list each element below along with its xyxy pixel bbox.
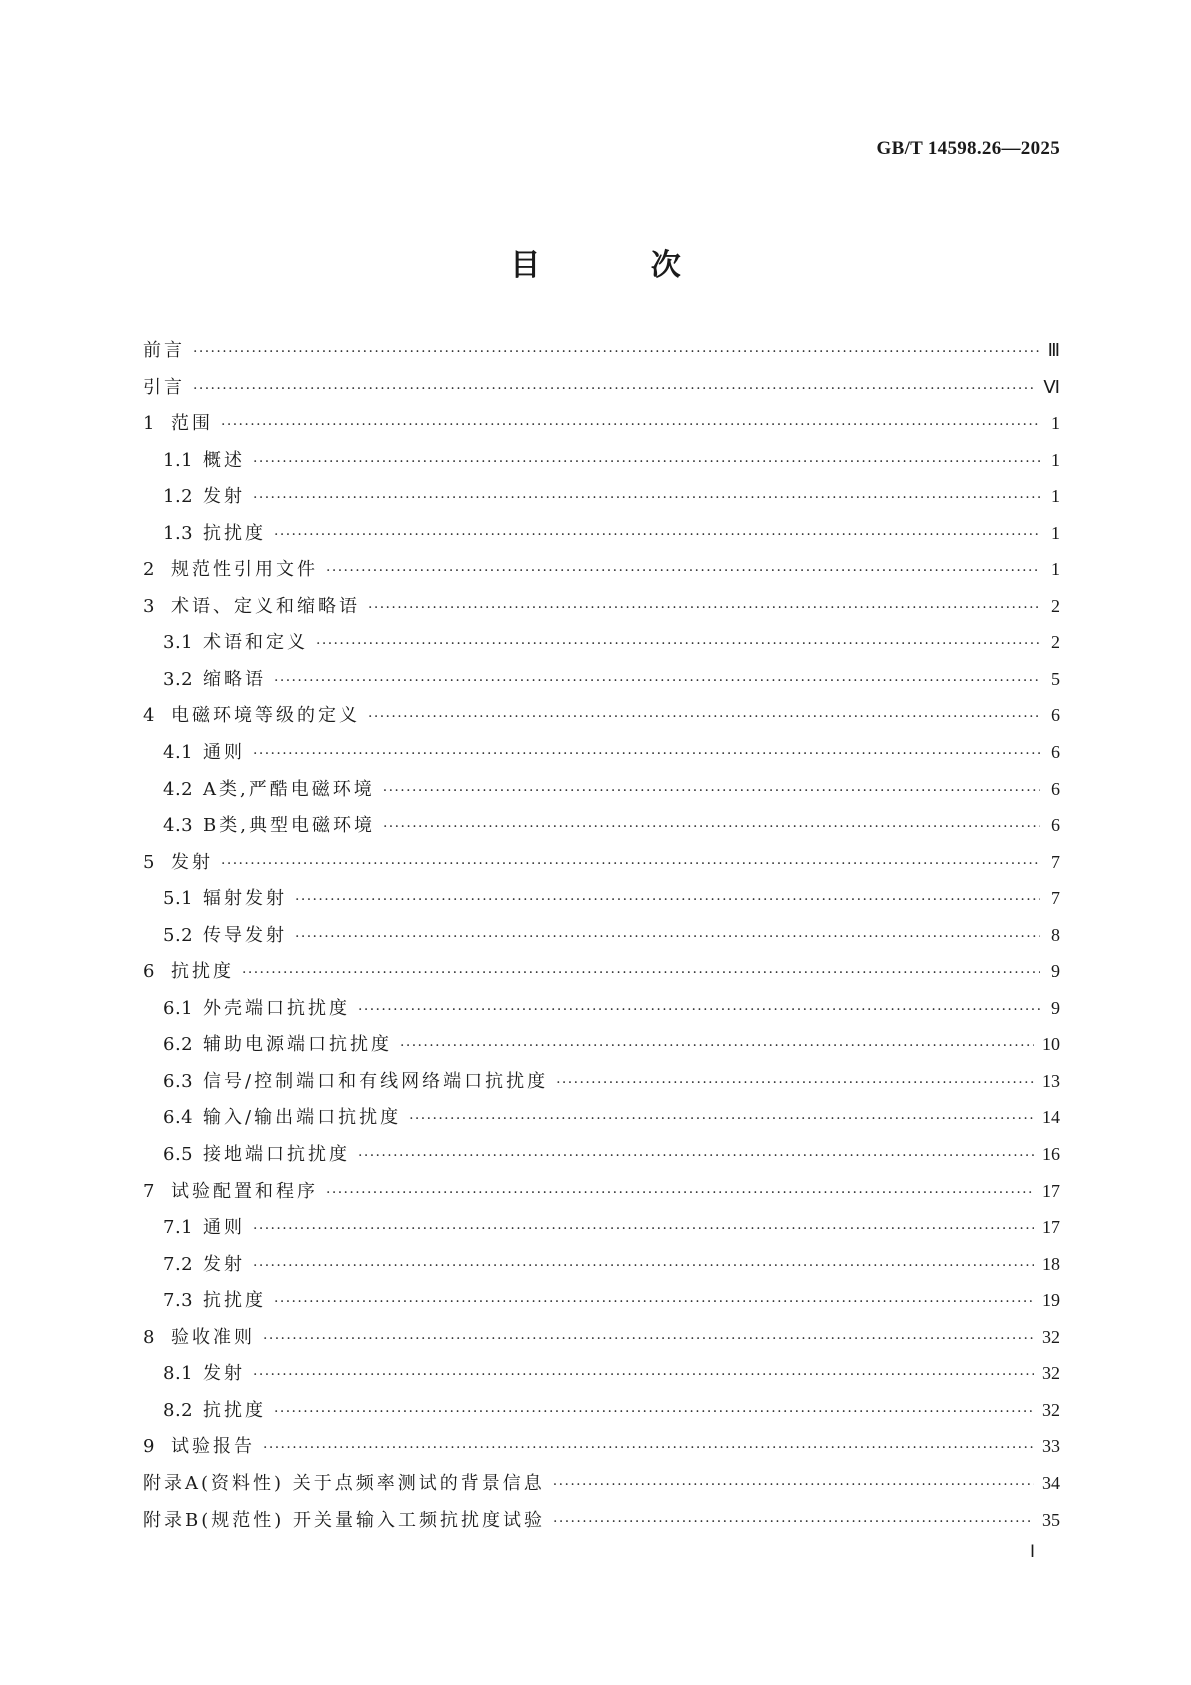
toc-entry[interactable] (143, 957, 1060, 994)
dot-leader (253, 1367, 1034, 1383)
toc-entry[interactable] (143, 701, 1060, 738)
dot-leader (193, 344, 1040, 360)
toc-entry-title: 传导发射 (203, 924, 287, 946)
toc-entry-title: 附录B(规范性) 开关量输入工频抗扰度试验 (143, 1509, 545, 1531)
toc-entry-number: 3 (143, 595, 155, 617)
toc-entry-page: 1 (1051, 449, 1060, 470)
toc-entry[interactable] (143, 1323, 1060, 1360)
toc-entry-title: 接地端口抗扰度 (203, 1144, 350, 1166)
dot-leader (274, 673, 1040, 689)
dot-leader (409, 1111, 1034, 1127)
toc-entry-number: 7.3 (163, 1290, 194, 1312)
dot-leader (242, 965, 1040, 981)
dot-leader (400, 1038, 1034, 1054)
toc-entry-title: 验收准则 (171, 1326, 255, 1348)
dot-leader (556, 1075, 1034, 1091)
toc-entry-page: 1 (1051, 486, 1060, 507)
toc-entry[interactable] (143, 1396, 1060, 1433)
toc-entry-page: 18 (1042, 1253, 1060, 1274)
dot-leader (274, 1404, 1034, 1420)
dot-leader (553, 1477, 1034, 1493)
toc-entry-page: 35 (1042, 1509, 1060, 1530)
toc-entry-page: 1 (1051, 413, 1060, 434)
toc-entry-title: 引言 (143, 376, 185, 398)
dot-leader (253, 454, 1040, 470)
toc-entry[interactable] (143, 1286, 1060, 1323)
toc-entry-number: 7.2 (163, 1253, 194, 1275)
toc-entry-page: 9 (1051, 997, 1060, 1018)
dot-leader (263, 1440, 1034, 1456)
toc-entry-number: 6.3 (163, 1070, 194, 1092)
dot-leader (326, 563, 1040, 579)
toc-entry[interactable] (143, 409, 1060, 446)
toc-entry[interactable] (143, 994, 1060, 1031)
toc-entry-title: 信号/控制端口和有线网络端口抗扰度 (203, 1070, 549, 1092)
toc-entry-page: 9 (1051, 961, 1060, 982)
toc-entry[interactable] (143, 884, 1060, 921)
toc-entry[interactable] (143, 446, 1060, 483)
toc-entry-page: 2 (1051, 632, 1060, 653)
toc-entry-page: 17 (1042, 1180, 1060, 1201)
toc-entry[interactable] (143, 336, 1060, 373)
dot-leader (253, 746, 1040, 762)
toc-entry-page: Ⅲ (1047, 340, 1060, 360)
dot-leader (358, 1148, 1034, 1164)
toc-entry-number: 6.4 (163, 1107, 194, 1129)
toc-entry-page: 33 (1042, 1436, 1060, 1457)
toc-entry-page: 6 (1051, 742, 1060, 763)
toc-entry-number: 6.1 (163, 997, 194, 1019)
toc-entry-number: 8 (143, 1326, 155, 1348)
toc-entry-number: 5.1 (163, 888, 194, 910)
toc-entry[interactable] (143, 665, 1060, 702)
toc-entry-title: 抗扰度 (203, 1290, 266, 1312)
toc-entry-title: B类,典型电磁环境 (203, 815, 375, 837)
toc-entry-title: 外壳端口抗扰度 (203, 997, 350, 1019)
dot-leader (383, 783, 1040, 799)
toc-entry-title: 前言 (143, 340, 185, 361)
toc-entry-number: 6.5 (163, 1144, 194, 1166)
toc-entry-page: 32 (1042, 1363, 1060, 1384)
toc-entry-page: 32 (1042, 1326, 1060, 1347)
toc-entry-number: 8.2 (163, 1399, 194, 1421)
page-number: Ⅰ (1030, 1542, 1036, 1561)
dot-leader (274, 527, 1040, 543)
toc-entry-page: 6 (1051, 778, 1060, 799)
toc-entry[interactable] (143, 775, 1060, 812)
toc-entry-number: 5 (143, 851, 155, 873)
dot-leader (253, 1221, 1034, 1237)
toc-entry-title: 附录A(资料性) 关于点频率测试的背景信息 (143, 1472, 545, 1494)
toc-entry-title: 试验配置和程序 (171, 1180, 318, 1202)
toc-entry-page: 8 (1051, 924, 1060, 945)
toc-entry-title: 术语、定义和缩略语 (171, 595, 360, 617)
toc-entry-number: 7 (143, 1180, 155, 1202)
toc-entry-page: 6 (1051, 705, 1060, 726)
toc-entry-number: 8.1 (163, 1363, 194, 1385)
toc-entry-number: 1.2 (163, 486, 194, 508)
toc-entry-title: 缩略语 (203, 668, 266, 690)
toc-entry[interactable] (143, 1250, 1060, 1287)
toc-entry[interactable] (143, 811, 1060, 848)
toc-entry[interactable] (143, 1067, 1060, 1104)
toc-entry-number: 4.1 (163, 742, 194, 764)
toc-entry[interactable] (143, 519, 1060, 556)
toc-entry-number: 6.2 (163, 1034, 194, 1056)
toc-entry-page: 7 (1051, 851, 1060, 872)
toc-entry-number: 5.2 (163, 924, 194, 946)
toc-entry-title: 发射 (203, 486, 245, 508)
toc-entry-title: 抗扰度 (203, 1399, 266, 1421)
toc-entry-page: 6 (1051, 815, 1060, 836)
toc-entry-page: 5 (1051, 668, 1060, 689)
toc-entry[interactable] (143, 1506, 1060, 1543)
toc-entry-number: 3.1 (163, 632, 194, 654)
dot-leader (253, 1258, 1034, 1274)
toc-entry-page: 17 (1042, 1217, 1060, 1238)
dot-leader (263, 1331, 1034, 1347)
toc-entry-page: 10 (1042, 1034, 1060, 1055)
toc-entry[interactable] (143, 592, 1060, 629)
dot-leader (193, 381, 1035, 397)
toc-entry[interactable] (143, 555, 1060, 592)
toc-entry[interactable] (143, 1469, 1060, 1506)
toc-entry-page: 14 (1042, 1107, 1060, 1128)
toc-entry-page: 1 (1051, 559, 1060, 580)
toc-entry-number: 2 (143, 559, 155, 581)
toc-entry-number: 1.1 (163, 449, 194, 471)
toc-entry[interactable] (143, 1177, 1060, 1214)
dot-leader (383, 819, 1040, 835)
toc-entry-page: 19 (1042, 1290, 1060, 1311)
toc-entry-title: 发射 (171, 851, 213, 873)
dot-leader (295, 892, 1040, 908)
toc-entry[interactable] (143, 373, 1060, 410)
toc-entry-title: 抗扰度 (203, 522, 266, 544)
dot-leader (326, 1185, 1034, 1201)
toc-entry-page: 32 (1042, 1399, 1060, 1420)
toc-entry-number: 4.3 (163, 815, 194, 837)
dot-leader (221, 417, 1040, 433)
toc-entry-number: 3.2 (163, 668, 194, 690)
toc-entry-number: 6 (143, 961, 155, 983)
toc-entry[interactable] (143, 482, 1060, 519)
table-of-contents (143, 336, 1060, 1542)
toc-entry-page: 13 (1042, 1070, 1060, 1091)
dot-leader (253, 490, 1040, 506)
toc-entry[interactable] (143, 1030, 1060, 1067)
toc-entry-title: 术语和定义 (203, 632, 308, 654)
dot-leader (358, 1002, 1040, 1018)
dot-leader (316, 636, 1040, 652)
toc-entry-number: 4 (143, 705, 155, 727)
dot-leader (274, 1294, 1034, 1310)
toc-entry-title: A类,严酷电磁环境 (203, 778, 375, 800)
toc-entry-title: 规范性引用文件 (171, 559, 318, 581)
toc-entry-title: 通则 (203, 1217, 245, 1239)
page-title: 目 次 (510, 248, 731, 283)
toc-entry-title: 发射 (203, 1363, 245, 1385)
toc-entry-title: 范围 (171, 413, 213, 435)
toc-entry-number: 4.2 (163, 778, 194, 800)
toc-entry-title: 辅助电源端口抗扰度 (203, 1034, 392, 1056)
dot-leader (368, 709, 1040, 725)
toc-entry-title: 通则 (203, 742, 245, 764)
toc-entry-title: 输入/输出端口抗扰度 (203, 1107, 402, 1129)
toc-entry-number: 1.3 (163, 522, 194, 544)
toc-entry[interactable] (143, 1359, 1060, 1396)
toc-entry[interactable] (143, 1213, 1060, 1250)
toc-entry[interactable] (143, 1140, 1060, 1177)
toc-entry[interactable] (143, 1432, 1060, 1469)
dot-leader (295, 929, 1040, 945)
dot-leader (221, 856, 1040, 872)
toc-entry[interactable] (143, 1103, 1060, 1140)
toc-entry[interactable] (143, 628, 1060, 665)
toc-entry-title: 抗扰度 (171, 961, 234, 983)
toc-entry-page: 34 (1042, 1472, 1060, 1493)
toc-entry-title: 试验报告 (171, 1436, 255, 1458)
toc-entry-title: 概述 (203, 449, 245, 471)
toc-entry-page: 16 (1042, 1144, 1060, 1165)
standard-code: GB/T 14598.26—2025 (876, 138, 1060, 159)
dot-leader (368, 600, 1040, 616)
toc-entry-title: 辐射发射 (203, 888, 287, 910)
toc-entry-title: 发射 (203, 1253, 245, 1275)
toc-entry-page: 7 (1051, 888, 1060, 909)
toc-entry[interactable] (143, 848, 1060, 885)
dot-leader (553, 1514, 1034, 1530)
toc-entry-title: 电磁环境等级的定义 (171, 705, 360, 727)
toc-entry-page: 1 (1051, 522, 1060, 543)
toc-entry-page: 2 (1051, 595, 1060, 616)
toc-entry-page: Ⅵ (1043, 376, 1060, 397)
toc-entry-number: 9 (143, 1436, 155, 1458)
toc-entry[interactable] (143, 738, 1060, 775)
toc-entry-number: 1 (143, 413, 155, 435)
toc-entry-number: 7.1 (163, 1217, 194, 1239)
toc-entry[interactable] (143, 921, 1060, 958)
